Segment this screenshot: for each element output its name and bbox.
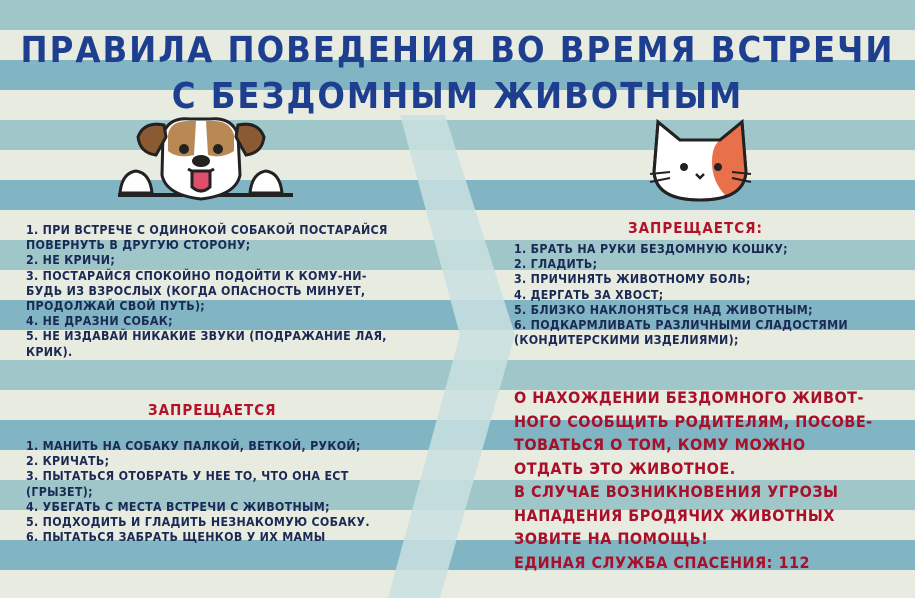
cat-icon — [648, 112, 753, 204]
dog-icon — [118, 115, 293, 207]
cat-forbidden-heading: ЗАПРЕЩАЕТСЯ: — [628, 219, 763, 237]
list-item: 1. ПРИ ВСТРЕЧЕ С ОДИНОКОЙ СОБАКОЙ ПОСТАРАЙСЯ — [26, 223, 388, 237]
cat-forbidden-list — [514, 242, 848, 348]
list-item: 3. ПОСТАРАЙСЯ СПОКОЙНО ПОДОЙТИ К КОМУ-НИ- — [26, 268, 367, 283]
list-item: БУДЬ ИЗ ВЗРОСЛЫХ (КОГДА ОПАСНОСТЬ МИНУЕТ, — [26, 283, 366, 298]
dog-forbidden-heading: ЗАПРЕЩАЕТСЯ — [148, 401, 277, 419]
list-item: (ГРЫЗЕТ); — [26, 484, 93, 499]
list-item: 5. ПОДХОДИТЬ И ГЛАДИТЬ НЕЗНАКОМУЮ СОБАКУ. — [26, 515, 370, 530]
list-item: 4. НЕ ДРАЗНИ СОБАК; — [26, 314, 173, 329]
list-item: 5. БЛИЗКО НАКЛОНЯТЬСЯ НАД ЖИВОТНЫМ; — [514, 302, 813, 317]
notice-block — [514, 386, 873, 574]
list-item: КРИК). — [26, 344, 73, 359]
list-item: 1. БРАТЬ НА РУКИ БЕЗДОМНУЮ КОШКУ; — [514, 242, 788, 256]
notice-line: НОГО СООБЩИТЬ РОДИТЕЛЯМ, ПОСОВЕ- — [514, 411, 873, 431]
list-item: 3. ПРИЧИНЯТЬ ЖИВОТНОМУ БОЛЬ; — [514, 272, 751, 287]
notice-line: В СЛУЧАЕ ВОЗНИКНОВЕНИЯ УГРОЗЫ — [514, 482, 839, 501]
list-item: 4. УБЕГАТЬ С МЕСТА ВСТРЕЧИ С ЖИВОТНЫМ; — [26, 499, 330, 514]
list-item: 6. ПЫТАТЬСЯ ЗАБРАТЬ ЩЕНКОВ У ИХ МАМЫ — [26, 530, 326, 545]
notice-line: ЕДИНАЯ СЛУЖБА СПАСЕНИЯ: 112 — [514, 552, 810, 572]
dog-rules-list — [26, 223, 388, 360]
notice-line: О НАХОЖДЕНИИ БЕЗДОМНОГО ЖИВОТ- — [514, 388, 864, 407]
notice-line: ОТДАТЬ ЭТО ЖИВОТНОЕ. — [514, 458, 736, 478]
dog-forbidden-list — [26, 439, 370, 545]
list-item: 2. ГЛАДИТЬ; — [514, 257, 598, 272]
notice-line: ЗОВИТЕ НА ПОМОЩЬ! — [514, 529, 709, 548]
page-title-line1: ПРАВИЛА ПОВЕДЕНИЯ ВО ВРЕМЯ ВСТРЕЧИ — [20, 30, 895, 71]
list-item: 3. ПЫТАТЬСЯ ОТОБРАТЬ У НЕЕ ТО, ЧТО ОНА ЕСТ — [26, 469, 349, 484]
list-item: 2. НЕ КРИЧИ; — [26, 253, 116, 268]
list-item: 4. ДЕРГАТЬ ЗА ХВОСТ; — [514, 287, 664, 302]
list-item: 6. ПОДКАРМЛИВАТЬ РАЗЛИЧНЫМИ СЛАДОСТЯМИ — [514, 318, 848, 333]
list-item: 2. КРИЧАТЬ; — [26, 454, 110, 469]
notice-line: НАПАДЕНИЯ БРОДЯЧИХ ЖИВОТНЫХ — [514, 505, 835, 525]
list-item: ПОВЕРНУТЬ В ДРУГУЮ СТОРОНУ; — [26, 238, 251, 253]
list-item: (КОНДИТЕРСКИМИ ИЗДЕЛИЯМИ); — [514, 333, 739, 348]
list-item: 1. МАНИТЬ НА СОБАКУ ПАЛКОЙ, ВЕТКОЙ, РУКОЙ; — [26, 439, 361, 453]
page-title-line2: С БЕЗДОМНЫМ ЖИВОТНЫМ — [171, 76, 744, 117]
notice-line: ТОВАТЬСЯ О ТОМ, КОМУ МОЖНО — [514, 435, 806, 454]
list-item: 5. НЕ ИЗДАВАЙ НИКАКИЕ ЗВУКИ (ПОДРАЖАНИЕ ЛАЯ, — [26, 329, 387, 344]
list-item: ПРОДОЛЖАЙ СВОЙ ПУТЬ); — [26, 299, 206, 314]
